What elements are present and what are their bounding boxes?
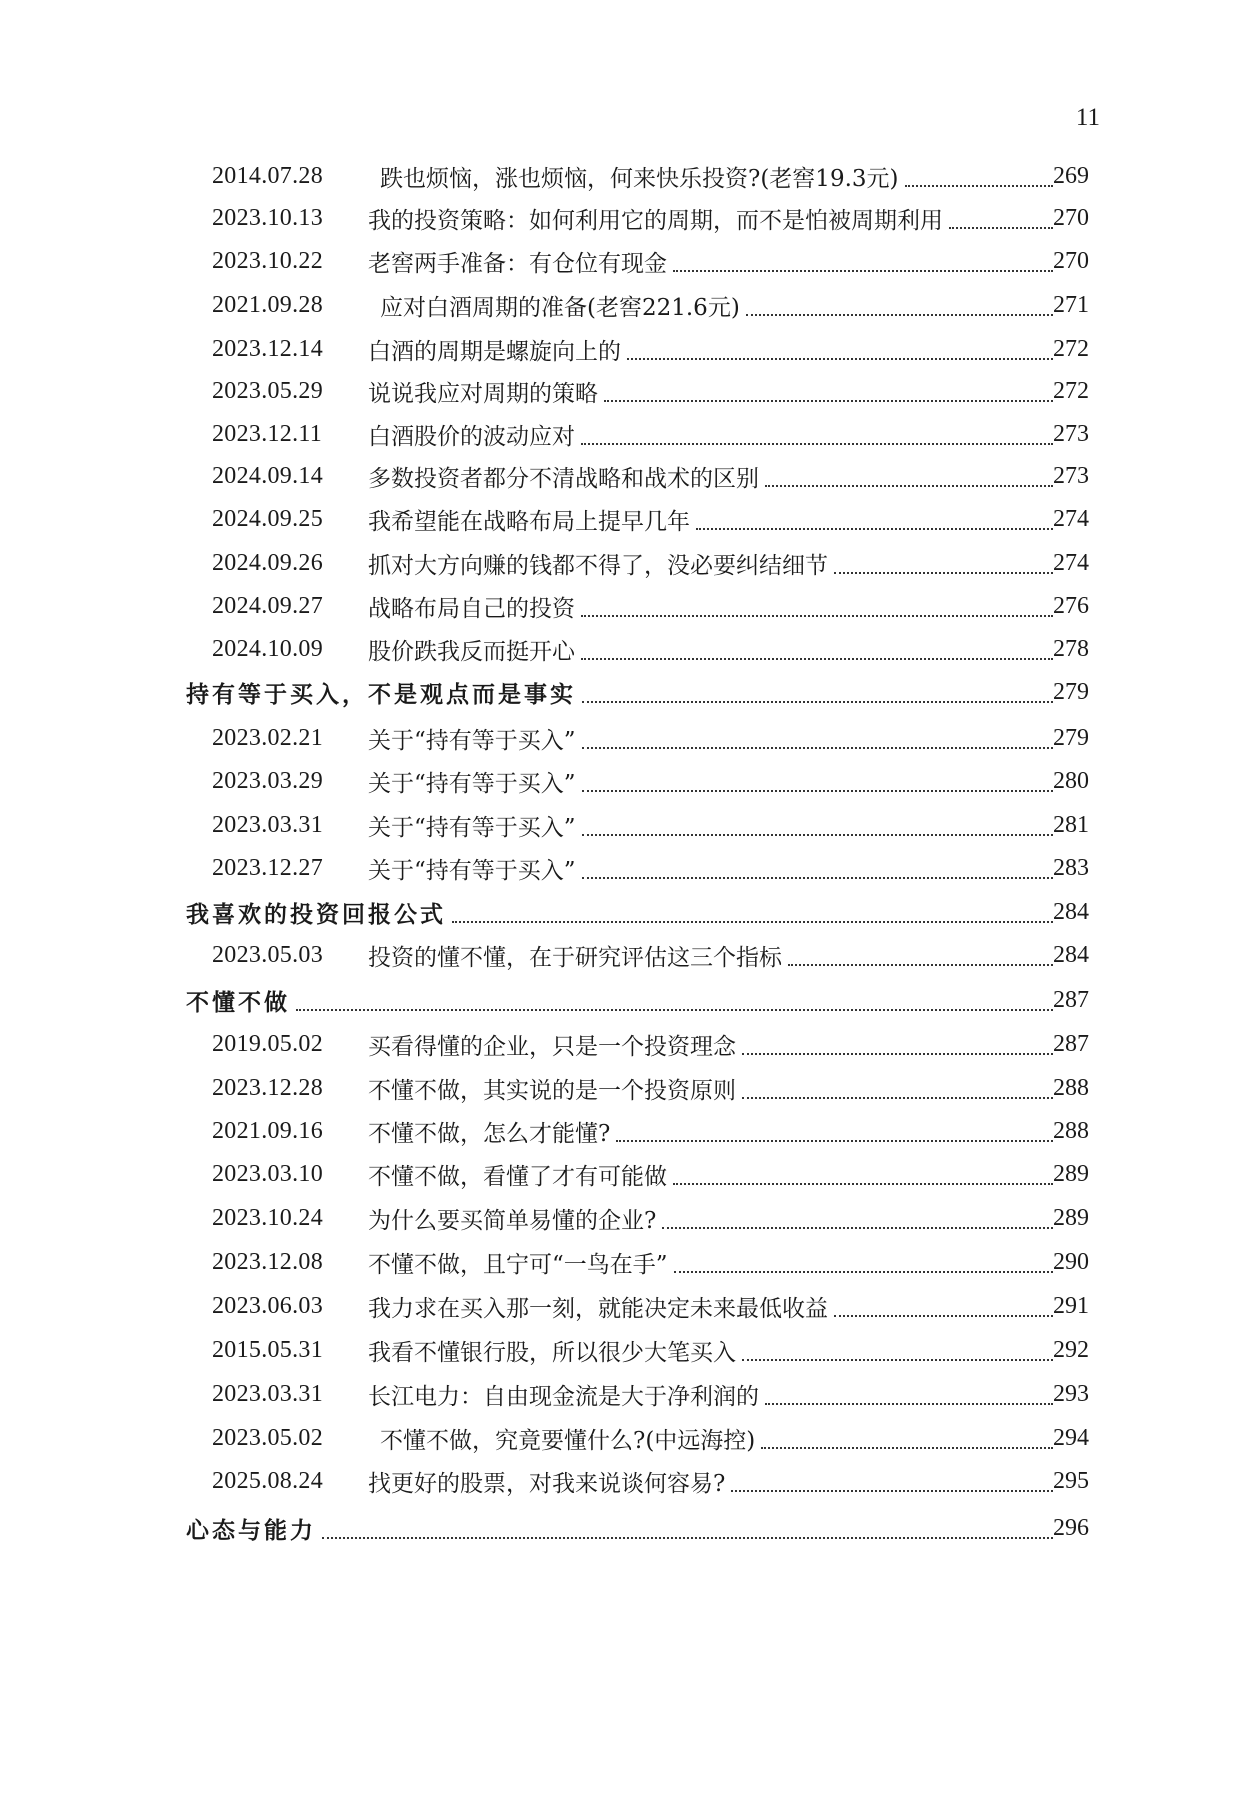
toc-entry-date: 2024.09.14 xyxy=(212,462,323,489)
toc-dot-leader xyxy=(616,1138,1053,1142)
toc-entry[interactable] xyxy=(0,1068,1239,1108)
toc-entry-title: 我的投资策略：如何利用它的周期，而不是怕被周期利用 xyxy=(368,207,943,234)
toc-page-number: 289 xyxy=(1053,1160,1089,1187)
toc-entry[interactable] xyxy=(0,371,1239,411)
toc-page-number: 281 xyxy=(1053,811,1089,838)
toc-page-number: 288 xyxy=(1053,1074,1089,1101)
toc-dot-leader xyxy=(674,1269,1053,1273)
toc-entry-date: 2025.08.24 xyxy=(212,1467,323,1494)
toc-entry-title: 说说我应对周期的策略 xyxy=(368,380,598,407)
toc-entry-title: 买看得懂的企业，只是一个投资理念 xyxy=(368,1033,736,1060)
toc-page-number: 284 xyxy=(1053,941,1089,968)
toc-entry-date: 2024.09.25 xyxy=(212,505,323,532)
toc-entry-title: 不懂不做，看懂了才有可能做 xyxy=(368,1163,667,1190)
toc-entry-title: 关于“持有等于买入” xyxy=(368,857,576,884)
toc-entry[interactable] xyxy=(0,1330,1239,1370)
toc-page-number: 270 xyxy=(1053,204,1089,231)
toc-dot-leader xyxy=(604,398,1053,402)
toc-entry-title: 投资的懂不懂，在于研究评估这三个指标 xyxy=(368,944,782,971)
toc-entry-title: 关于“持有等于买入” xyxy=(368,814,576,841)
toc-entry-date: 2023.03.10 xyxy=(212,1160,323,1187)
toc-page-number: 296 xyxy=(1053,1514,1089,1541)
toc-entry[interactable] xyxy=(0,935,1239,975)
toc-entry[interactable] xyxy=(0,1461,1239,1501)
toc-entry[interactable] xyxy=(0,629,1239,669)
toc-entry-date: 2023.03.29 xyxy=(212,767,323,794)
toc-entry-title: 找更好的股票，对我来说谈何容易? xyxy=(368,1470,726,1497)
toc-page-number: 287 xyxy=(1053,986,1089,1013)
toc-dot-leader xyxy=(627,356,1053,360)
toc-entry-date: 2023.02.21 xyxy=(212,724,323,751)
toc-entry[interactable] xyxy=(0,198,1239,238)
toc-entry-title: 长江电力：自由现金流是大于净利润的 xyxy=(368,1383,759,1410)
toc-section[interactable] xyxy=(0,1508,1239,1548)
toc-entry-date: 2019.05.02 xyxy=(212,1030,323,1057)
toc-entry-date: 2023.10.24 xyxy=(212,1204,323,1231)
toc-entry-title: 不懂不做，究竟要懂什么?(中远海控) xyxy=(380,1427,756,1454)
toc-entry-date: 2015.05.31 xyxy=(212,1336,323,1363)
toc-dot-leader xyxy=(788,962,1053,966)
toc-dot-leader xyxy=(582,832,1053,836)
toc-page-number: 294 xyxy=(1053,1424,1089,1451)
toc-entry-date: 2024.09.26 xyxy=(212,549,323,576)
toc-entry-date: 2024.09.27 xyxy=(212,592,323,619)
toc-entry[interactable] xyxy=(0,156,1239,196)
toc-entry-date: 2023.12.28 xyxy=(212,1074,323,1101)
toc-entry-date: 2014.07.28 xyxy=(212,162,323,189)
toc-entry-date: 2023.03.31 xyxy=(212,1380,323,1407)
toc-dot-leader xyxy=(834,570,1053,574)
toc-dot-leader xyxy=(742,1051,1053,1055)
toc-entry-date: 2023.12.14 xyxy=(212,335,323,362)
toc-entry[interactable] xyxy=(0,1024,1239,1064)
toc-dot-leader xyxy=(696,526,1053,530)
toc-dot-leader xyxy=(581,441,1053,445)
toc-entry[interactable] xyxy=(0,1154,1239,1194)
toc-page-number: 283 xyxy=(1053,854,1089,881)
toc-dot-leader xyxy=(673,268,1053,272)
toc-dot-leader xyxy=(761,1445,1053,1449)
toc-section[interactable] xyxy=(0,892,1239,932)
toc-entry-title: 老窖两手准备：有仓位有现金 xyxy=(368,250,667,277)
toc-dot-leader xyxy=(765,483,1053,487)
toc-entry-date: 2021.09.16 xyxy=(212,1117,323,1144)
toc-page-number: 274 xyxy=(1053,505,1089,532)
toc-entry[interactable] xyxy=(0,718,1239,758)
toc-page-number: 274 xyxy=(1053,549,1089,576)
toc-section-title: 心态与能力 xyxy=(186,1517,316,1544)
toc-entry-date: 2023.12.27 xyxy=(212,854,323,881)
toc-entry-title: 为什么要买简单易懂的企业? xyxy=(368,1207,657,1234)
toc-page-number: 290 xyxy=(1053,1248,1089,1275)
toc-entry-title: 抓对大方向赚的钱都不得了，没必要纠结细节 xyxy=(368,552,828,579)
toc-page-number: 273 xyxy=(1053,420,1089,447)
toc-page-number: 289 xyxy=(1053,1204,1089,1231)
toc-dot-leader xyxy=(452,919,1053,923)
toc-entry[interactable] xyxy=(0,456,1239,496)
toc-dot-leader xyxy=(322,1535,1053,1539)
toc-dot-leader xyxy=(582,699,1053,703)
toc-dot-leader xyxy=(949,225,1053,229)
toc-page-number: 273 xyxy=(1053,462,1089,489)
toc-entry[interactable] xyxy=(0,1242,1239,1282)
toc-entry-date: 2023.12.11 xyxy=(212,420,323,447)
toc-entry-title: 关于“持有等于买入” xyxy=(368,727,576,754)
toc-dot-leader xyxy=(742,1095,1053,1099)
toc-section-title: 持有等于买入，不是观点而是事实 xyxy=(186,681,576,708)
toc-dot-leader xyxy=(905,183,1054,187)
toc-entry[interactable] xyxy=(0,1111,1239,1151)
toc-page-number: 291 xyxy=(1053,1292,1089,1319)
toc-entry-title: 白酒的周期是螺旋向上的 xyxy=(368,338,621,365)
toc-dot-leader xyxy=(662,1225,1053,1229)
toc-entry-title: 战略布局自己的投资 xyxy=(368,595,575,622)
toc-entry-title: 应对白酒周期的准备(老窖221.6元) xyxy=(380,294,740,321)
toc-entry-title: 我看不懂银行股，所以很少大笔买入 xyxy=(368,1339,736,1366)
toc-page-number: 293 xyxy=(1053,1380,1089,1407)
toc-entry-date: 2023.05.02 xyxy=(212,1424,323,1451)
toc-entry[interactable] xyxy=(0,329,1239,369)
page-number: 11 xyxy=(1075,104,1100,131)
toc-entry[interactable] xyxy=(0,1418,1239,1458)
toc-entry-title: 不懂不做，且宁可“一鸟在手” xyxy=(368,1251,668,1278)
toc-page-number: 278 xyxy=(1053,635,1089,662)
toc-entry[interactable] xyxy=(0,848,1239,888)
toc-entry-title: 多数投资者都分不清战略和战术的区别 xyxy=(368,465,759,492)
toc-dot-leader xyxy=(834,1313,1053,1317)
toc-page-number: 271 xyxy=(1053,291,1089,318)
toc-dot-leader xyxy=(582,788,1053,792)
toc-entry-date: 2024.10.09 xyxy=(212,635,323,662)
toc-dot-leader xyxy=(742,1357,1053,1361)
toc-entry-date: 2023.03.31 xyxy=(212,811,323,838)
toc-dot-leader xyxy=(581,656,1053,660)
toc-entry-title: 关于“持有等于买入” xyxy=(368,770,576,797)
toc-page-number: 295 xyxy=(1053,1467,1089,1494)
toc-entry[interactable] xyxy=(0,1374,1239,1414)
toc-entry-date: 2023.12.08 xyxy=(212,1248,323,1275)
toc-entry[interactable] xyxy=(0,241,1239,281)
toc-entry-title: 白酒股价的波动应对 xyxy=(368,423,575,450)
toc-section[interactable] xyxy=(0,980,1239,1020)
toc-section-title: 不懂不做 xyxy=(186,989,290,1016)
toc-entry-date: 2023.06.03 xyxy=(212,1292,323,1319)
toc-page-number: 292 xyxy=(1053,1336,1089,1363)
toc-page-number: 270 xyxy=(1053,247,1089,274)
toc-entry[interactable] xyxy=(0,414,1239,454)
toc-entry-date: 2023.05.03 xyxy=(212,941,323,968)
toc-entry[interactable] xyxy=(0,1198,1239,1238)
toc-dot-leader xyxy=(765,1401,1053,1405)
toc-section-title: 我喜欢的投资回报公式 xyxy=(186,901,446,928)
toc-entry-title: 股价跌我反而挺开心 xyxy=(368,638,575,665)
toc-entry-title: 跌也烦恼，涨也烦恼，何来快乐投资?(老窖19.3元) xyxy=(380,165,899,192)
toc-dot-leader xyxy=(581,613,1053,617)
toc-page-number: 272 xyxy=(1053,335,1089,362)
toc-page-number: 287 xyxy=(1053,1030,1089,1057)
toc-entry-title: 不懂不做，怎么才能懂? xyxy=(368,1120,611,1147)
toc-dot-leader xyxy=(582,875,1053,879)
toc-entry-date: 2023.05.29 xyxy=(212,377,323,404)
toc-dot-leader xyxy=(673,1181,1053,1185)
toc-page-number: 280 xyxy=(1053,767,1089,794)
toc-entry[interactable] xyxy=(0,805,1239,845)
toc-page-number: 284 xyxy=(1053,898,1089,925)
toc-page-number: 272 xyxy=(1053,377,1089,404)
toc-dot-leader xyxy=(296,1007,1053,1011)
toc-page-number: 276 xyxy=(1053,592,1089,619)
toc-entry[interactable] xyxy=(0,543,1239,583)
toc-entry[interactable] xyxy=(0,1286,1239,1326)
toc-dot-leader xyxy=(731,1488,1053,1492)
toc-entry[interactable] xyxy=(0,285,1239,325)
toc-page-number: 279 xyxy=(1053,678,1089,705)
toc-entry[interactable] xyxy=(0,761,1239,801)
toc-page-number: 288 xyxy=(1053,1117,1089,1144)
toc-entry-title: 不懂不做，其实说的是一个投资原则 xyxy=(368,1077,736,1104)
toc-section[interactable] xyxy=(0,672,1239,712)
toc-dot-leader xyxy=(746,312,1053,316)
toc-entry-date: 2023.10.22 xyxy=(212,247,323,274)
toc-entry-title: 我力求在买入那一刻，就能决定未来最低收益 xyxy=(368,1295,828,1322)
toc-page-number: 269 xyxy=(1053,162,1089,189)
toc-dot-leader xyxy=(582,745,1053,749)
toc-entry[interactable] xyxy=(0,499,1239,539)
toc-page-number: 279 xyxy=(1053,724,1089,751)
toc-entry-date: 2021.09.28 xyxy=(212,291,323,318)
toc-entry-title: 我希望能在战略布局上提早几年 xyxy=(368,508,690,535)
toc-entry-date: 2023.10.13 xyxy=(212,204,323,231)
toc-entry[interactable] xyxy=(0,586,1239,626)
